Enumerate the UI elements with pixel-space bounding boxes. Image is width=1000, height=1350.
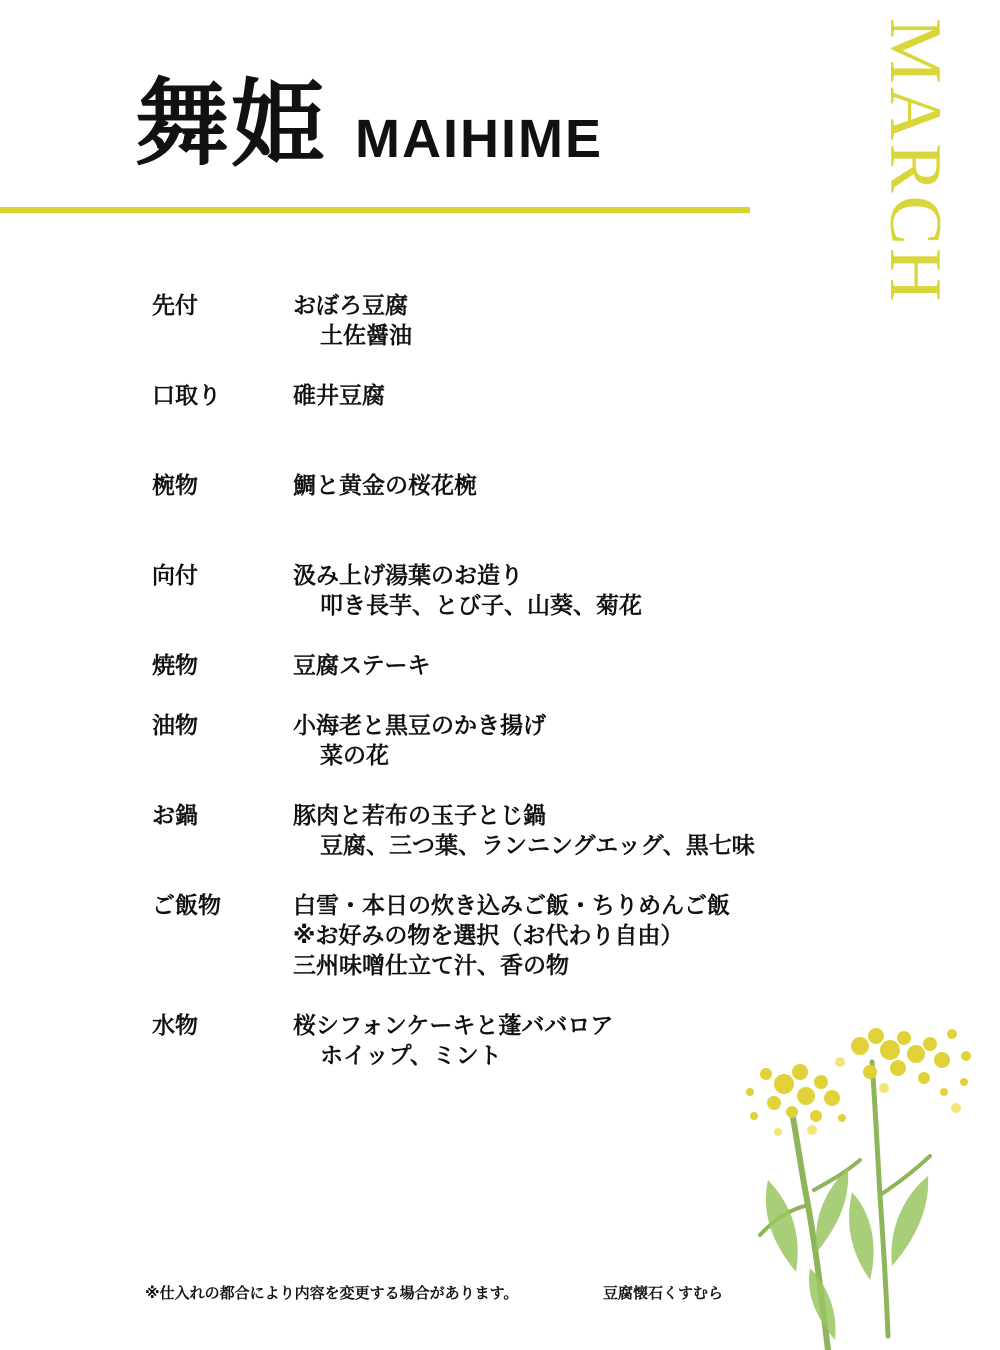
course-items [293, 381, 385, 411]
title-underline [0, 207, 750, 213]
course-item: 叩き長芋、とび子、山葵、菊花 [320, 593, 642, 619]
course-item: 碓井豆腐 [293, 383, 385, 409]
month-label: MARCH [874, 18, 956, 305]
course-items [293, 471, 477, 501]
course-label: 焼物 [152, 653, 198, 679]
course-label: 椀物 [152, 473, 198, 499]
course-item: 鯛と黄金の桜花椀 [293, 473, 477, 499]
course-item: 豆腐、三つ葉、ランニングエッグ、黒七味 [320, 833, 755, 859]
course-label: 水物 [152, 1013, 198, 1039]
course-item: 小海老と黒豆のかき揚げ [293, 713, 546, 739]
course-items [293, 1011, 613, 1071]
course-item: 豆腐ステーキ [293, 653, 431, 679]
course-label: 油物 [152, 713, 198, 739]
course-item: 三州味噌仕立て汁、香の物 [293, 953, 569, 979]
course-items [293, 801, 755, 861]
course-label: 向付 [152, 563, 198, 589]
course-item: 豚肉と若布の玉子とじ鍋 [293, 803, 546, 829]
menu-title-kanji: 舞姫 [135, 70, 328, 179]
course-item: 桜シフォンケーキと蓬ババロア [293, 1013, 614, 1039]
course-items [293, 891, 730, 981]
course-item: ※お好みの物を選択（お代わり自由） [293, 923, 684, 949]
course-items [293, 561, 642, 621]
course-label: 口取り [152, 383, 221, 409]
course-item: 土佐醤油 [320, 323, 412, 349]
course-label: お鍋 [152, 803, 198, 829]
course-item: 菜の花 [320, 743, 389, 769]
course-items [293, 651, 431, 681]
footer-note: ※仕入れの都合により内容を変更する場合があります。 [145, 1284, 519, 1302]
course-item: 白雪・本日の炊き込みご飯・ちりめんご飯 [293, 893, 730, 919]
shop-name: 豆腐懐石くすむら [603, 1284, 724, 1302]
course-item: おぼろ豆腐 [293, 293, 408, 319]
menu-title-roman: MAIHIME [355, 109, 603, 169]
course-label: 先付 [152, 293, 198, 319]
course-item: 汲み上げ湯葉のお造り [293, 563, 523, 589]
course-items [293, 711, 546, 771]
rapeseed-flowers-icon [720, 1000, 1000, 1350]
course-label: ご飯物 [152, 893, 221, 919]
course-items [293, 291, 412, 351]
course-item: ホイップ、ミント [320, 1043, 502, 1069]
